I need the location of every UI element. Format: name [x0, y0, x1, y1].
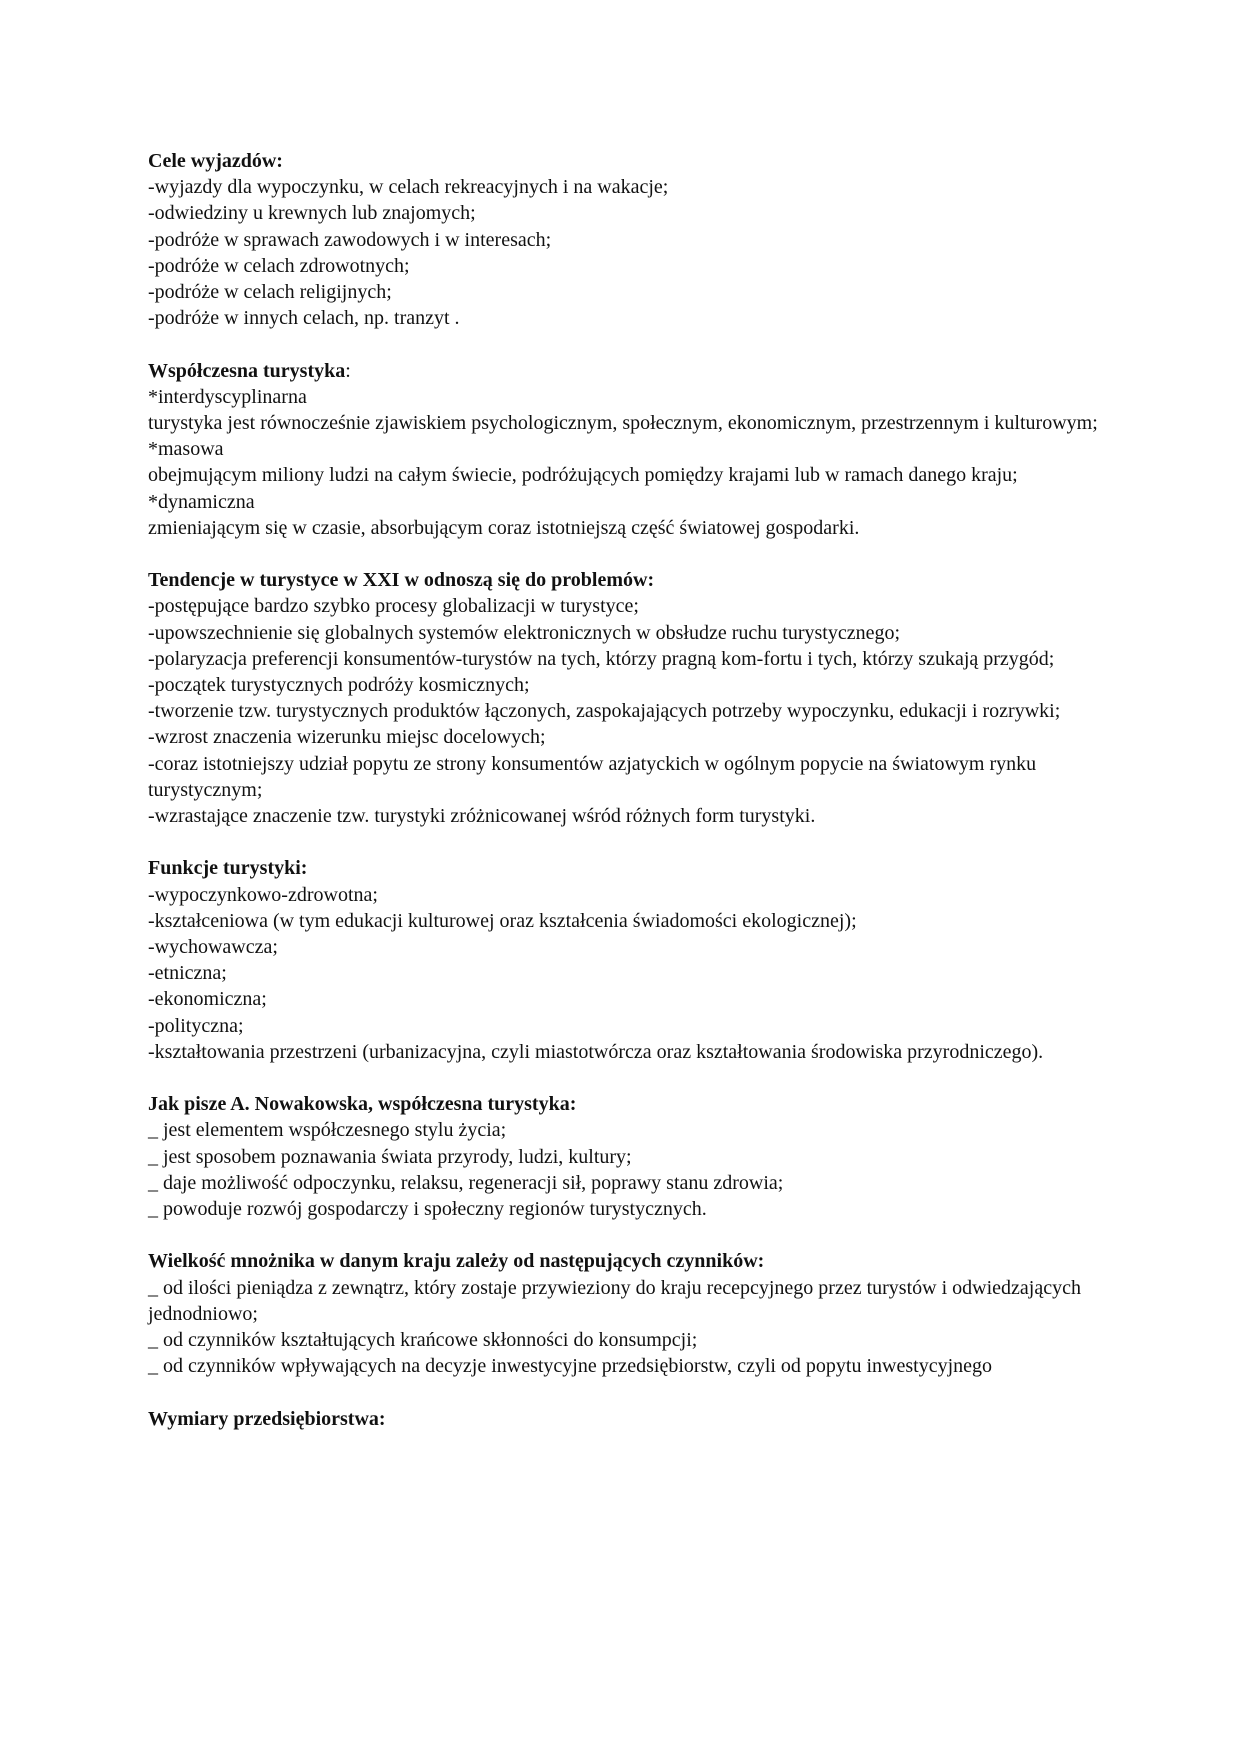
list-item: -kształceniowa (w tym edukacji kulturowej oraz kształcenia świadomości ekologicznej);	[148, 909, 857, 932]
section-cele-wyjazdow	[148, 148, 1098, 331]
section-heading: Cele wyjazdów:	[148, 150, 283, 172]
section-heading: Tendencje w turystyce w XXI w odnoszą się do problemów:	[148, 569, 655, 592]
list-item: -postępujące bardzo szybko procesy globalizacji w turystyce;	[148, 595, 639, 618]
list-item: -wzrastające znaczenie tzw. turystyki zróżnicowanej wśród różnych form turystyki.	[148, 805, 816, 828]
section-wspolczesna-turystyka	[148, 358, 1098, 541]
list-item: -kształtowania przestrzeni (urbanizacyjna, czyli miastotwórcza oraz kształtowania środowiska przyrodniczego).	[148, 1040, 1044, 1063]
list-item: _ jest sposobem poznawania świata przyrody, ludzi, kultury;	[148, 1145, 632, 1168]
list-item: _ od ilości pieniądza z zewnątrz, który zostaje przywieziony do kraju recepcyjnego przez turystów i odwiedzających jednodniowo;	[148, 1276, 1081, 1325]
list-item: -coraz istotniejszy udział popytu ze strony konsumentów azjatyckich w ogólnym popycie na światowym rynku turystycznym;	[148, 752, 1037, 801]
section-nowakowska	[148, 1091, 1098, 1222]
list-item: -wypoczynkowo-zdrowotna;	[148, 883, 378, 906]
list-item: turystyka jest równocześnie zjawiskiem psychologicznym, społecznym, ekonomicznym, przestrzennym i kulturowym;	[148, 412, 1098, 435]
list-item: -polaryzacja preferencji konsumentów-turystów na tych, którzy pragną kom-fortu i tych, którzy szukają przygód;	[148, 647, 1055, 670]
list-item: -podróże w sprawach zawodowych i w interesach;	[148, 228, 552, 251]
list-item: -podróże w innych celach, np. tranzyt .	[148, 307, 460, 330]
list-item: zmieniającym się w czasie, absorbującym coraz istotniejszą część światowej gospodarki.	[148, 516, 860, 539]
section-heading: Jak pisze A. Nowakowska, współczesna turystyka:	[148, 1093, 577, 1116]
list-item: -wyjazdy dla wypoczynku, w celach rekreacyjnych i na wakacje;	[148, 176, 669, 199]
section-heading: Wymiary przedsiębiorstwa:	[148, 1407, 386, 1430]
section-heading: Wielkość mnożnika w danym kraju zależy od następujących czynników:	[148, 1250, 765, 1273]
list-item: _ jest elementem współczesnego stylu życia;	[148, 1119, 507, 1142]
list-item: -podróże w celach religijnych;	[148, 281, 392, 304]
section-heading: Współczesna turystyka:	[148, 359, 351, 382]
list-item: *interdyscyplinarna	[148, 385, 307, 408]
list-item: _ daje możliwość odpoczynku, relaksu, regeneracji sił, poprawy stanu zdrowia;	[148, 1171, 784, 1194]
list-item: -ekonomiczna;	[148, 988, 267, 1011]
section-wielkosc-mnoznika	[148, 1248, 1098, 1379]
list-item: -wzrost znaczenia wizerunku miejsc docelowych;	[148, 726, 546, 749]
list-item: obejmującym miliony ludzi na całym świecie, podróżujących pomiędzy krajami lub w ramach danego kraju;	[148, 464, 1018, 487]
list-item: _ od czynników wpływających na decyzje inwestycyjne przedsiębiorstw, czyli od popytu inwestycyjnego	[148, 1355, 993, 1378]
list-item: _ powoduje rozwój gospodarczy i społeczny regionów turystycznych.	[148, 1198, 707, 1221]
list-item: -początek turystycznych podróży kosmicznych;	[148, 674, 530, 697]
list-item: -odwiedziny u krewnych lub znajomych;	[148, 202, 476, 225]
list-item: -polityczna;	[148, 1014, 244, 1037]
list-item: _ od czynników kształtujących krańcowe skłonności do konsumpcji;	[148, 1329, 698, 1352]
document-page	[148, 148, 1098, 1432]
list-item: -etniczna;	[148, 962, 227, 985]
section-wymiary-przedsiebiorstwa	[148, 1406, 1098, 1432]
list-item: -upowszechnienie się globalnych systemów elektronicznych w obsłudze ruchu turystycznego;	[148, 621, 901, 644]
section-tendencje	[148, 567, 1098, 829]
section-heading: Funkcje turystyki:	[148, 857, 308, 880]
list-item: -podróże w celach zdrowotnych;	[148, 254, 410, 277]
list-item: -tworzenie tzw. turystycznych produktów łączonych, zaspokajających potrzeby wypoczynku, edukacji i rozrywki;	[148, 700, 1061, 723]
list-item: *dynamiczna	[148, 490, 255, 513]
list-item: -wychowawcza;	[148, 936, 278, 959]
list-item: *masowa	[148, 438, 224, 461]
section-funkcje-turystyki	[148, 855, 1098, 1065]
